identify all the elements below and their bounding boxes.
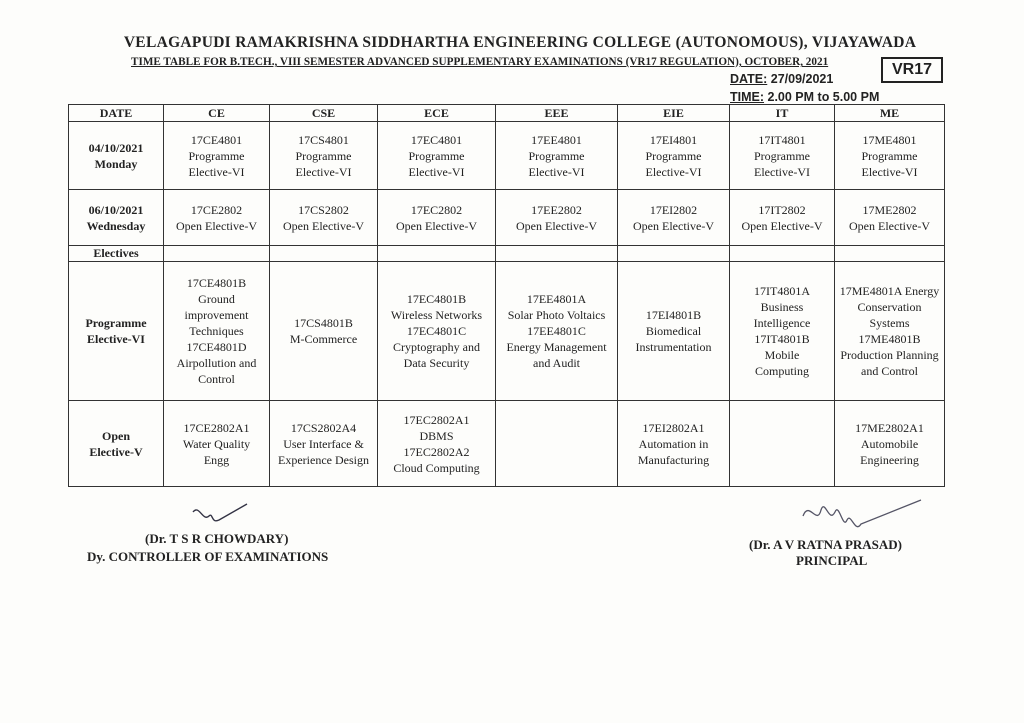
column-header-ece: ECE	[378, 105, 496, 122]
empty-cell	[835, 246, 945, 262]
row-header-line: Wednesday	[86, 218, 146, 233]
subject-line: 17CS2802A4	[290, 420, 357, 435]
subject-cell-eie	[618, 190, 730, 246]
subject-line: Data Security	[403, 356, 470, 370]
elective-row	[69, 401, 945, 487]
subject-line: 17IT2802	[758, 202, 806, 217]
subject-line: 17CE2802	[190, 202, 243, 217]
column-header-it: IT	[730, 105, 835, 122]
subject-line: Programme	[528, 148, 585, 163]
subject-line: M-Commerce	[289, 332, 358, 346]
subject-line: Airpollution and	[176, 356, 257, 370]
column-header-cse: CSE	[270, 105, 378, 122]
time-label: TIME:	[730, 90, 765, 104]
subject-line: 17ME4801A Energy	[839, 284, 940, 298]
subject-line: Open Elective-V	[396, 218, 477, 233]
electives-label: Electives	[69, 246, 164, 262]
subject-line: 17EI2802A1	[642, 420, 705, 435]
row-header-line: 06/10/2021	[88, 202, 144, 217]
subject-line: 17CE4801B	[186, 276, 247, 290]
regulation-badge: VR17	[881, 57, 943, 83]
subject-cell-eee	[496, 401, 618, 487]
subject-line: Production Planning	[840, 348, 939, 362]
subject-line: 17CS2802	[298, 202, 349, 217]
subject-line: Mobile	[764, 348, 800, 362]
column-header-date: DATE	[69, 105, 164, 122]
subject-cell-eie	[618, 262, 730, 401]
right-signature-scribble	[795, 490, 925, 540]
subject-cell-ece	[378, 262, 496, 401]
subject-cell-cse	[270, 190, 378, 246]
subject-line: Programme	[645, 148, 702, 163]
subject-line: 17EC2802A2	[403, 444, 470, 459]
subject-cell-eie	[618, 401, 730, 487]
row-header-line: 04/10/2021	[88, 140, 144, 155]
college-name: VELAGAPUDI RAMAKRISHNA SIDDHARTHA ENGINEERING COLLEGE (AUTONOMOUS), VIJAYAWADA	[123, 34, 917, 51]
subject-line: Open Elective-V	[741, 218, 823, 233]
subject-line: Water Quality	[182, 436, 251, 451]
exam-timetable	[68, 104, 945, 487]
subject-line: Programme	[754, 148, 810, 163]
subject-line: Cryptography and	[393, 340, 480, 354]
subject-cell-ece	[378, 401, 496, 487]
subject-line: Automation in	[638, 436, 709, 451]
subject-line: and Audit	[533, 356, 580, 370]
empty-cell	[496, 246, 618, 262]
subject-line: 17IT4801A	[754, 284, 810, 298]
subject-line: improvement	[184, 308, 249, 322]
subject-line: 17EE4801C	[527, 324, 586, 338]
subject-line: DBMS	[419, 428, 454, 443]
subject-line: 17EE2802	[531, 202, 582, 217]
empty-cell	[270, 246, 378, 262]
subject-cell-eee	[496, 262, 618, 401]
subject-line: Conservation	[857, 300, 922, 314]
subject-line: 17CE4801D	[186, 340, 247, 354]
subject-line: Elective-VI	[754, 164, 810, 179]
subject-cell-ece	[378, 122, 496, 190]
subject-line: 17ME4801B	[858, 332, 921, 346]
column-header-me: ME	[835, 105, 945, 122]
subject-line: 17CE4801	[190, 132, 243, 147]
subject-cell-cse	[270, 401, 378, 487]
subject-cell-eie	[618, 122, 730, 190]
subject-line: Elective-VI	[528, 164, 585, 179]
subject-line: Open Elective-V	[176, 218, 257, 233]
subject-line: Elective-VI	[645, 164, 702, 179]
row-header-line: Elective-V	[89, 444, 143, 459]
empty-cell	[378, 246, 496, 262]
empty-cell	[730, 246, 835, 262]
electives-divider-row	[69, 246, 945, 262]
subject-line: Techniques	[189, 324, 244, 338]
exam-date-row	[69, 190, 945, 246]
subject-line: 17CS4801	[298, 132, 349, 147]
time-value: 2.00 PM to 5.00 PM	[764, 90, 880, 104]
subject-line: Manufacturing	[637, 452, 710, 467]
subject-line: Control	[198, 372, 235, 386]
subject-cell-me	[835, 401, 945, 487]
left-signatory-name: (Dr. T S R CHOWDARY)	[145, 531, 289, 546]
subject-cell-ce	[164, 401, 270, 487]
subject-cell-cse	[270, 122, 378, 190]
subject-line: 17ME2802	[862, 202, 917, 217]
row-header-cell	[69, 262, 164, 401]
column-header-eie: EIE	[618, 105, 730, 122]
subject-line: Solar Photo Voltaics	[507, 308, 606, 322]
subject-cell-ce	[164, 262, 270, 401]
subject-line: Business	[760, 300, 804, 314]
column-header-ce: CE	[164, 105, 270, 122]
subject-cell-me	[835, 190, 945, 246]
subject-line: Elective-VI	[861, 164, 918, 179]
subject-line: Cloud Computing	[393, 460, 480, 475]
subject-line: Experience Design	[278, 452, 369, 467]
left-signature-scribble	[185, 498, 255, 534]
subject-line: Programme	[408, 148, 465, 163]
subject-line: 17IT4801B	[754, 332, 810, 346]
subject-line: 17CE2802A1	[183, 420, 250, 435]
subject-cell-ce	[164, 190, 270, 246]
subject-line: 17IT4801	[758, 132, 806, 147]
subject-cell-it	[730, 122, 835, 190]
subject-line: Intelligence	[753, 316, 811, 330]
subject-line: Biomedical	[645, 324, 702, 338]
subject-line: Systems	[869, 316, 910, 330]
column-header-eee: EEE	[496, 105, 618, 122]
subject-line: Open Elective-V	[633, 218, 714, 233]
subject-line: Wireless Networks	[390, 308, 483, 322]
subject-cell-cse	[270, 262, 378, 401]
left-signatory-title: Dy. CONTROLLER OF EXAMINATIONS	[87, 549, 329, 564]
subject-line: Open Elective-V	[849, 218, 930, 233]
subject-cell-eee	[496, 190, 618, 246]
subject-cell-it	[730, 262, 835, 401]
subject-line: 17ME4801	[862, 132, 917, 147]
row-header-cell	[69, 190, 164, 246]
subject-line: 17CS4801B	[294, 316, 353, 330]
subject-line: 17ME2802A1	[855, 420, 924, 435]
subject-cell-ece	[378, 190, 496, 246]
subject-line: Automobile	[860, 436, 919, 451]
subject-cell-eee	[496, 122, 618, 190]
subject-line: 17EC4801C	[406, 324, 467, 338]
exam-date-row	[69, 122, 945, 190]
subject-line: Energy Management	[506, 340, 607, 354]
time-line	[730, 90, 879, 104]
subject-line: Open Elective-V	[283, 218, 364, 233]
row-header-line: Monday	[94, 156, 138, 171]
subject-line: Ground	[198, 292, 235, 306]
elective-row	[69, 262, 945, 401]
subject-line: Elective-VI	[295, 164, 352, 179]
subject-line: 17EI4801	[649, 132, 698, 147]
subject-line: Programme	[188, 148, 245, 163]
subject-line: Engg	[203, 452, 230, 467]
row-header-cell	[69, 122, 164, 190]
subject-line: 17EI4801B	[645, 308, 702, 322]
subject-line: Instrumentation	[635, 340, 712, 354]
date-label: DATE:	[730, 72, 768, 86]
subject-line: Engineering	[860, 452, 919, 467]
row-header-line: Elective-VI	[87, 332, 145, 346]
subject-line: Programme	[861, 148, 918, 163]
date-value: 27/09/2021	[767, 72, 834, 86]
subject-cell-it	[730, 190, 835, 246]
subject-line: 17EE4801A	[526, 292, 587, 306]
row-header-line: Open	[101, 428, 130, 443]
subject-line: Computing	[754, 364, 809, 378]
subject-line: 17EC4801	[410, 132, 463, 147]
subject-line: Elective-VI	[188, 164, 245, 179]
date-line	[730, 72, 833, 86]
timetable-subtitle: TIME TABLE FOR B.TECH., VIII SEMESTER ADVANCED SUPPLEMENTARY EXAMINATIONS (VR17 REGULATION), OCTOBER, 2021	[131, 56, 829, 68]
subject-cell-me	[835, 122, 945, 190]
subject-line: 17EI2802	[649, 202, 698, 217]
empty-cell	[618, 246, 730, 262]
subject-line: 17EC4801B	[406, 292, 467, 306]
row-header-line: Programme	[85, 316, 147, 330]
subject-line: and Control	[861, 364, 918, 378]
subject-line: Elective-VI	[408, 164, 465, 179]
row-header-cell	[69, 401, 164, 487]
subject-cell-me	[835, 262, 945, 401]
subject-line: 17EC2802A1	[403, 412, 470, 427]
subject-line: Programme	[295, 148, 352, 163]
subject-line: User Interface &	[283, 436, 364, 451]
subject-line: 17EE4801	[531, 132, 582, 147]
header-row	[69, 105, 945, 122]
subject-line: 17EC2802	[410, 202, 463, 217]
empty-cell	[164, 246, 270, 262]
subject-cell-ce	[164, 122, 270, 190]
subject-cell-it	[730, 401, 835, 487]
right-signatory-title: PRINCIPAL	[796, 553, 868, 568]
subject-line: Open Elective-V	[516, 218, 597, 233]
right-signatory-name: (Dr. A V RATNA PRASAD)	[749, 537, 903, 552]
